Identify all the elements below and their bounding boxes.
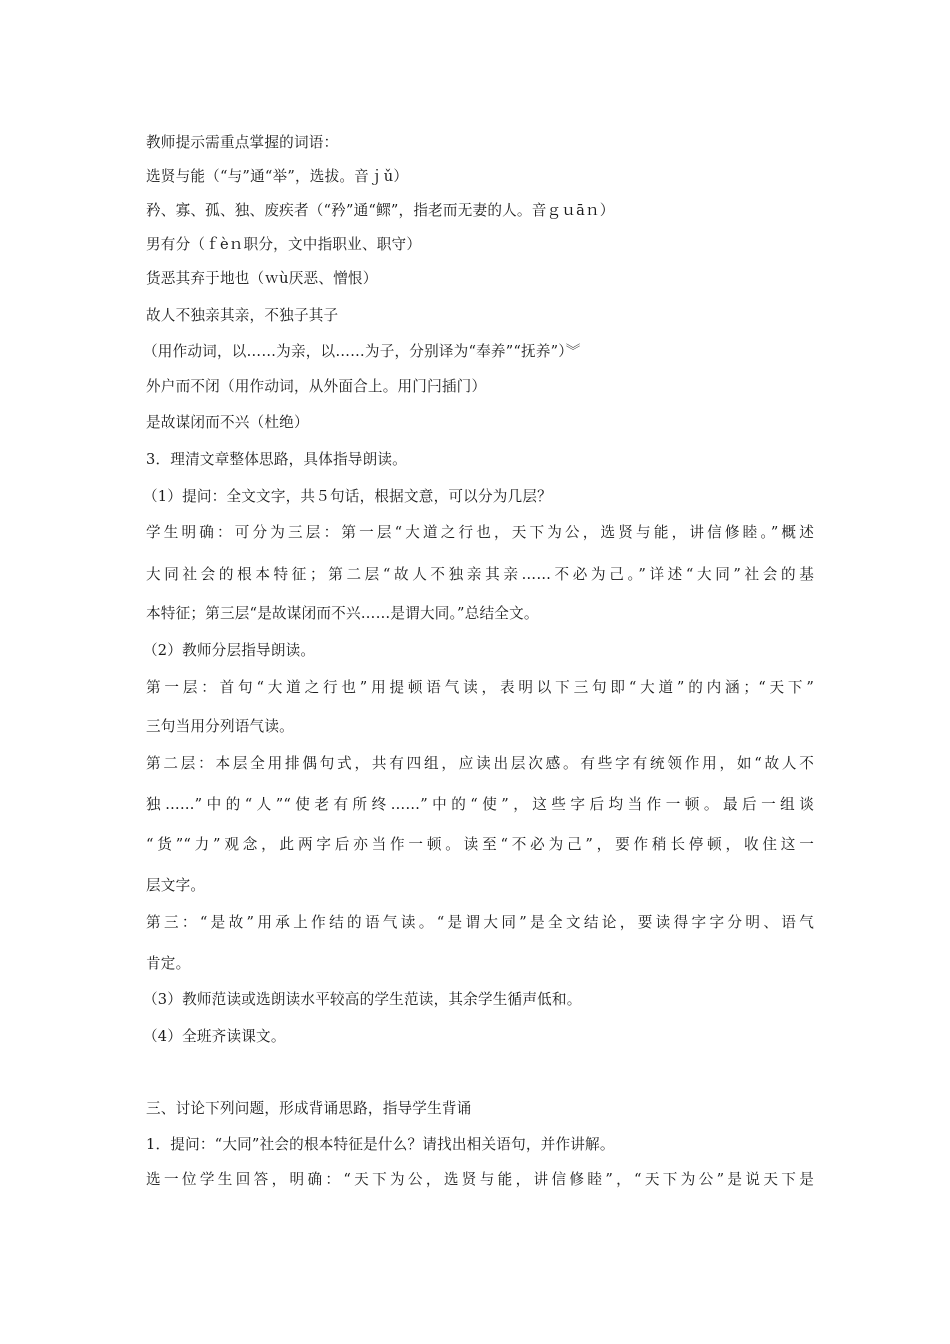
text-line: 第二层：本层全用排偶句式，共有四组，应读出层次感。有些字有统领作用，如“故人不: [146, 755, 814, 772]
text-line: 货恶其弃于地也（ｗù厌恶、憎恨）: [146, 270, 378, 287]
text-line: 选一位学生回答，明确：“天下为公，选贤与能，讲信修睦”，“天下为公”是说天下是: [146, 1171, 814, 1188]
text-line: 选贤与能（“与”通“举”，选拔。音ｊǔ）: [146, 168, 409, 185]
text-line: （用作动词，以……为亲，以……为子，分别译为“奉养”“抚养”）︾: [143, 343, 581, 360]
text-line: 男有分（ｆèｎ职分，文中指职业、职守）: [146, 236, 422, 253]
text-line: （3）教师范读或选朗读水平较高的学生范读，其余学生循声低和。: [143, 991, 582, 1008]
text-line: 学生明确：可分为三层：第一层“大道之行也，天下为公，选贤与能，讲信修睦。”概述: [146, 524, 814, 541]
text-line: 大同社会的根本特征；第二层“故人不独亲其亲……不必为己。”详述“大同”社会的基: [146, 566, 814, 583]
text-line: （2）教师分层指导朗读。: [143, 642, 316, 659]
text-line: 肯定。: [146, 955, 191, 972]
text-line: 矜、寡、孤、独、废疾者（“矜”通“鳏”，指老而无妻的人。音ｇｕāｎ）: [146, 202, 615, 219]
section-heading: 三、讨论下列问题，形成背诵思路，指导学生背诵: [146, 1100, 472, 1117]
text-line: 独……”中的“人”“使老有所终……”中的“使”，这些字后均当作一顿。最后一组谈: [146, 796, 814, 813]
text-line: 教师提示需重点掌握的词语：: [146, 134, 339, 151]
text-line: “货”“力”观念，此两字后亦当作一顿。读至“不必为己”，要作稍长停顿，收住这一: [146, 836, 814, 853]
text-line: 第一层：首句“大道之行也”用提顿语气读，表明以下三句即“大道”的内涵；“天下”: [146, 679, 814, 696]
text-line: 外户而不闭（用作动词，从外面合上。用门闩插门）: [146, 378, 487, 395]
text-line: 1．提问：“大同”社会的根本特征是什么？请找出相关语句，并作讲解。: [146, 1136, 615, 1153]
text-line: 三句当用分列语气读。: [146, 718, 294, 735]
text-line: 第三：“是故”用承上作结的语气读。“是谓大同”是全文结论，要读得字字分明、语气: [146, 914, 814, 931]
text-line: 故人不独亲其亲，不独子其子: [146, 307, 339, 324]
text-line: 层文字。: [146, 877, 206, 894]
text-line: （4）全班齐读课文。: [143, 1028, 286, 1045]
section-heading: 3．理清文章整体思路，具体指导朗读。: [146, 451, 407, 468]
text-line: 本特征；第三层“是故谋闭而不兴……是谓大同。”总结全文。: [146, 605, 539, 622]
text-line: 是故谋闭而不兴（杜绝）: [146, 414, 309, 431]
text-line: （1）提问：全文文字，共５句话，根据文意，可以分为几层？: [143, 488, 552, 505]
